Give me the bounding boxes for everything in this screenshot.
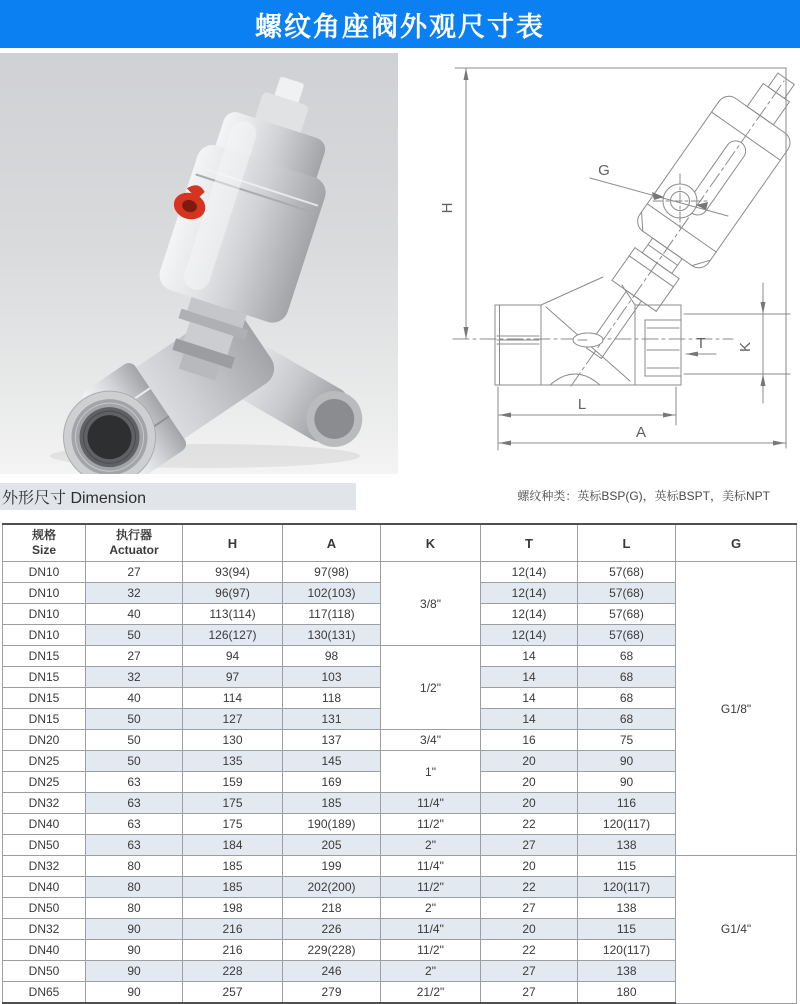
col-header-a: A: [283, 524, 381, 562]
table-cell: 202(200): [283, 877, 381, 898]
col-header-size: 规格 Size: [3, 524, 86, 562]
table-cell: 138: [578, 898, 676, 919]
table-cell: 228: [183, 961, 283, 982]
table-cell: DN50: [3, 961, 86, 982]
header-row: [3, 524, 797, 562]
product-photo: [0, 53, 398, 474]
table-cell: DN10: [3, 625, 86, 646]
table-cell: 120(117): [578, 877, 676, 898]
page-title: [0, 0, 800, 48]
table-cell: 80: [86, 898, 183, 919]
table-cell: 32: [86, 667, 183, 688]
table-cell: 257: [183, 982, 283, 1004]
col-header-l: L: [578, 524, 676, 562]
table-cell: DN40: [3, 940, 86, 961]
table-cell: 205: [283, 835, 381, 856]
table-cell: 199: [283, 856, 381, 877]
table-cell: 14: [481, 709, 578, 730]
table-cell: DN10: [3, 583, 86, 604]
content-area: [0, 53, 800, 474]
table-row: [3, 562, 797, 583]
table-cell: 63: [86, 793, 183, 814]
table-cell: 138: [578, 835, 676, 856]
table-cell: 12(14): [481, 625, 578, 646]
dim-label-l: L: [577, 396, 587, 413]
table-cell: 2": [381, 961, 481, 982]
section-title: 外形尺寸 Dimension: [2, 490, 147, 507]
table-cell: 190(189): [283, 814, 381, 835]
table-cell: DN25: [3, 751, 86, 772]
table-cell: 145: [283, 751, 381, 772]
table-cell: G1/4": [676, 856, 797, 1004]
table-cell: 2": [381, 898, 481, 919]
table-cell: 20: [481, 751, 578, 772]
table-cell: 22: [481, 877, 578, 898]
table-cell: 198: [183, 898, 283, 919]
table-cell: 175: [183, 793, 283, 814]
table-cell: 185: [183, 877, 283, 898]
table-cell: 27: [481, 898, 578, 919]
table-cell: 184: [183, 835, 283, 856]
dimension-table: [2, 523, 797, 1004]
table-cell: G1/8": [676, 562, 797, 856]
table-cell: 11/2": [381, 940, 481, 961]
table-cell: 80: [86, 856, 183, 877]
table-cell: 117(118): [283, 604, 381, 625]
table-cell: DN15: [3, 646, 86, 667]
table-cell: 63: [86, 814, 183, 835]
table-cell: 63: [86, 835, 183, 856]
table-cell: 2": [381, 835, 481, 856]
table-cell: 120(117): [578, 940, 676, 961]
dim-label-t: T: [696, 335, 706, 352]
table-cell: 27: [86, 646, 183, 667]
table-cell: 115: [578, 919, 676, 940]
table-cell: 50: [86, 709, 183, 730]
table-cell: 16: [481, 730, 578, 751]
table-cell: DN10: [3, 562, 86, 583]
table-cell: DN15: [3, 667, 86, 688]
table-cell: 279: [283, 982, 381, 1004]
table-cell: 185: [283, 793, 381, 814]
table-cell: 93(94): [183, 562, 283, 583]
table-cell: 57(68): [578, 583, 676, 604]
thread-type-note: 螺纹种类：英标BSP(G)，英标BSPT，美标NPT: [517, 489, 770, 503]
table-cell: 103: [283, 667, 381, 688]
table-cell: DN50: [3, 835, 86, 856]
table-cell: 131: [283, 709, 381, 730]
table-cell: 20: [481, 793, 578, 814]
table-cell: 216: [183, 940, 283, 961]
col-header-t: T: [481, 524, 578, 562]
dim-label-g: G: [598, 162, 610, 179]
page-title-text: 螺纹角座阀外观尺寸表: [255, 11, 545, 42]
table-cell: DN20: [3, 730, 86, 751]
table-cell: 50: [86, 751, 183, 772]
table-cell: 246: [283, 961, 381, 982]
table-cell: 50: [86, 625, 183, 646]
table-cell: 27: [86, 562, 183, 583]
table-cell: 14: [481, 667, 578, 688]
table-cell: 137: [283, 730, 381, 751]
table-cell: 218: [283, 898, 381, 919]
table-cell: 127: [183, 709, 283, 730]
table-cell: 130: [183, 730, 283, 751]
table-cell: 98: [283, 646, 381, 667]
table-cell: 126(127): [183, 625, 283, 646]
table-cell: 63: [86, 772, 183, 793]
table-cell: 22: [481, 814, 578, 835]
table-cell: 20: [481, 772, 578, 793]
table-cell: 1/2": [381, 646, 481, 730]
table-cell: 96(97): [183, 583, 283, 604]
table-cell: 113(114): [183, 604, 283, 625]
product-photo-panel: [0, 53, 398, 474]
table-cell: DN50: [3, 898, 86, 919]
table-cell: 90: [578, 772, 676, 793]
table-cell: 57(68): [578, 625, 676, 646]
table-cell: DN32: [3, 793, 86, 814]
table-cell: DN15: [3, 688, 86, 709]
table-cell: 114: [183, 688, 283, 709]
table-cell: 120(117): [578, 814, 676, 835]
table-cell: 118: [283, 688, 381, 709]
table-cell: 185: [183, 856, 283, 877]
table-cell: 138: [578, 961, 676, 982]
table-cell: 27: [481, 961, 578, 982]
table-cell: 130(131): [283, 625, 381, 646]
table-cell: 90: [86, 982, 183, 1004]
table-cell: 11/4": [381, 793, 481, 814]
table-cell: 169: [283, 772, 381, 793]
table-cell: 175: [183, 814, 283, 835]
dimension-table-header: [3, 524, 797, 562]
table-cell: 94: [183, 646, 283, 667]
table-cell: 216: [183, 919, 283, 940]
table-cell: 159: [183, 772, 283, 793]
table-cell: 22: [481, 940, 578, 961]
table-cell: 11/2": [381, 814, 481, 835]
table-cell: DN32: [3, 919, 86, 940]
table-cell: 90: [86, 961, 183, 982]
table-cell: DN40: [3, 877, 86, 898]
table-cell: 102(103): [283, 583, 381, 604]
section-title-bar: [0, 483, 356, 510]
table-cell: 20: [481, 919, 578, 940]
table-cell: 1": [381, 751, 481, 793]
table-cell: 68: [578, 688, 676, 709]
table-cell: DN10: [3, 604, 86, 625]
table-cell: 116: [578, 793, 676, 814]
col-header-g: G: [676, 524, 797, 562]
table-cell: 40: [86, 688, 183, 709]
table-cell: 3/4": [381, 730, 481, 751]
table-cell: 20: [481, 856, 578, 877]
table-cell: 97: [183, 667, 283, 688]
table-cell: 135: [183, 751, 283, 772]
dimension-drawing-panel: [398, 53, 800, 474]
table-cell: 3/8": [381, 562, 481, 646]
table-cell: 32: [86, 583, 183, 604]
table-cell: 68: [578, 709, 676, 730]
table-cell: 68: [578, 667, 676, 688]
section-row: [0, 483, 800, 510]
table-cell: 97(98): [283, 562, 381, 583]
table-cell: DN25: [3, 772, 86, 793]
table-cell: 90: [86, 919, 183, 940]
table-cell: 11/2": [381, 877, 481, 898]
table-cell: 68: [578, 646, 676, 667]
table-cell: 21/2": [381, 982, 481, 1004]
table-cell: 12(14): [481, 604, 578, 625]
dimension-table-body: [3, 562, 797, 1004]
col-header-k: K: [381, 524, 481, 562]
dim-label-k: K: [737, 341, 754, 353]
table-cell: 57(68): [578, 562, 676, 583]
table-row: [3, 856, 797, 877]
table-cell: DN32: [3, 856, 86, 877]
table-cell: 80: [86, 877, 183, 898]
table-cell: 75: [578, 730, 676, 751]
table-cell: 27: [481, 982, 578, 1004]
table-cell: 90: [578, 751, 676, 772]
table-cell: 14: [481, 688, 578, 709]
table-cell: 115: [578, 856, 676, 877]
dimension-drawing: [398, 53, 800, 474]
table-cell: 40: [86, 604, 183, 625]
table-cell: 12(14): [481, 583, 578, 604]
table-cell: 229(228): [283, 940, 381, 961]
table-cell: DN40: [3, 814, 86, 835]
table-cell: 27: [481, 835, 578, 856]
dim-label-a: A: [635, 424, 647, 441]
table-cell: 226: [283, 919, 381, 940]
table-cell: DN65: [3, 982, 86, 1004]
table-cell: 14: [481, 646, 578, 667]
table-cell: 12(14): [481, 562, 578, 583]
col-header-actuator: 执行器 Actuator: [86, 524, 183, 562]
table-cell: 11/4": [381, 856, 481, 877]
table-cell: DN15: [3, 709, 86, 730]
table-cell: 90: [86, 940, 183, 961]
dim-label-h: H: [439, 202, 456, 214]
col-header-h: H: [183, 524, 283, 562]
table-cell: 11/4": [381, 919, 481, 940]
table-cell: 50: [86, 730, 183, 751]
table-cell: 180: [578, 982, 676, 1004]
table-cell: 57(68): [578, 604, 676, 625]
